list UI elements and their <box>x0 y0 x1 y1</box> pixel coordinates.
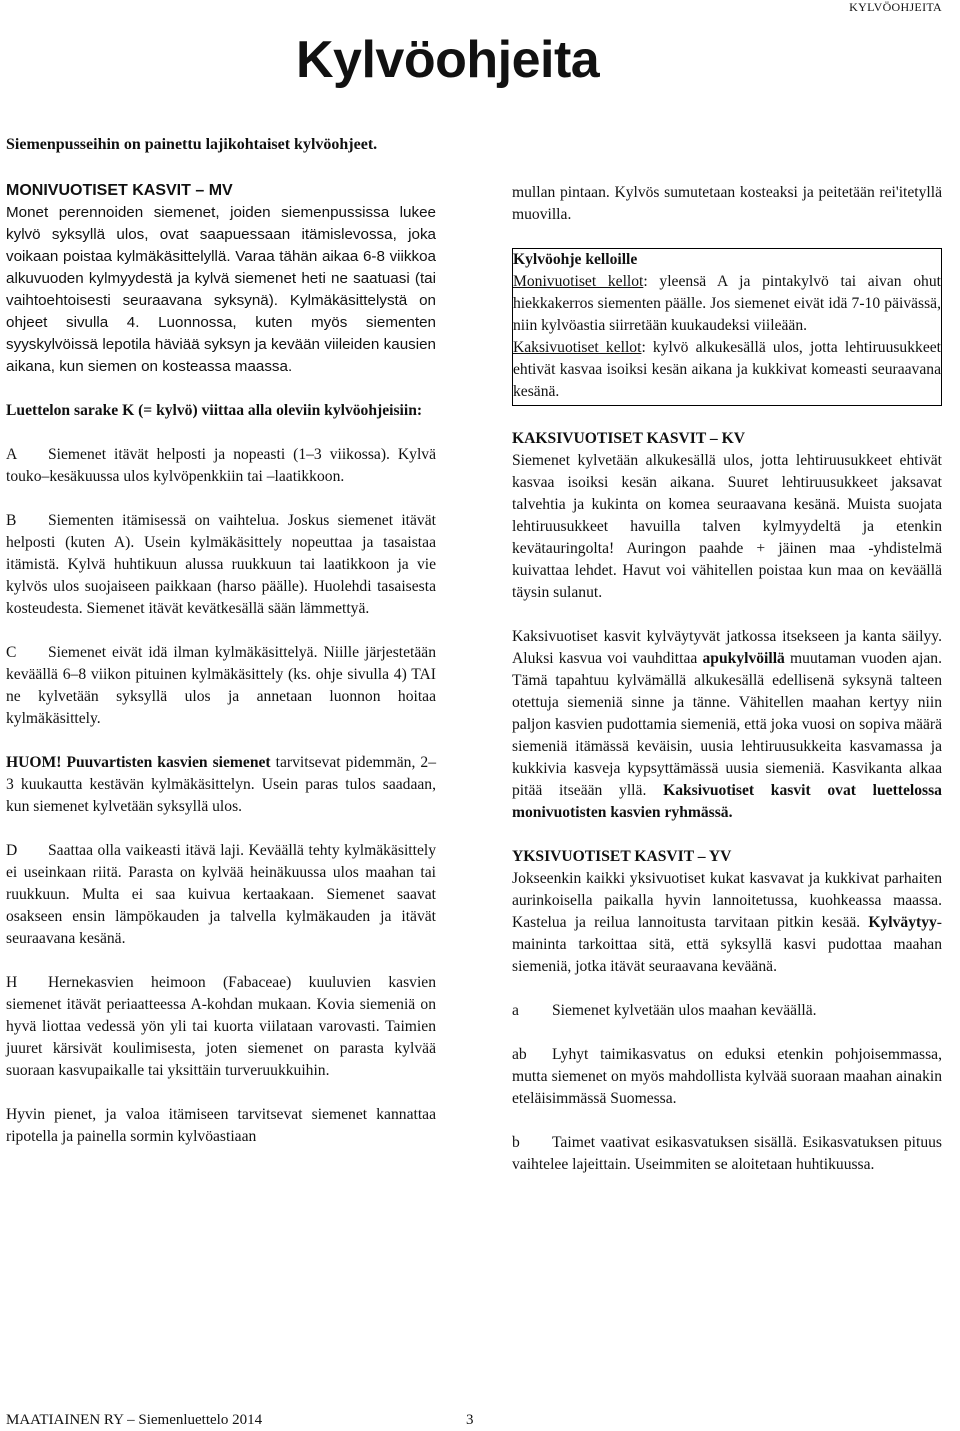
instruction-text: Lyhyt taimikasvatus on eduksi etenkin pohjoisemmassa, mutta siemenet on myös mahdollista kylvää suoraan maahan ainakin eteläisimmässä Suomessa. <box>512 1046 942 1107</box>
bell-instructions-box <box>512 248 942 406</box>
sowing-instruction-d <box>6 840 436 950</box>
kv-bold: apukylvöillä <box>702 650 785 667</box>
yv-instruction-ab <box>512 1044 942 1110</box>
mv-paragraph <box>6 202 436 378</box>
page-footer <box>6 1412 474 1429</box>
huom-note <box>6 752 436 818</box>
small-seeds-text: Hyvin pienet, ja valoa itämiseen tarvitsevat siemenet kannattaa ripotella ja painella sormin kylvöastiaan <box>6 1106 436 1145</box>
instruction-letter: ab <box>512 1046 527 1063</box>
yv-instruction-b <box>512 1132 942 1176</box>
kv-bold-2: Kaksivuotiset kasvit ovat luettelossa monivuotisten kasvien ryhmässä. <box>512 782 942 821</box>
instruction-text: Hernekasvien heimoon (Fabaceae) kuuluvien kasvien siemenet itävät periaatteessa A-kohdan mukaan. Kovia siemeniä on hyvä liottaa vedessä yön yli tai kuorta viilataan varovasti. Taimien juuret kärsivät koulimisesta, joten siemenet on parasta kylvää suoraan kasvupaikalle tai yksittäin turveruukkuihin. <box>6 974 436 1079</box>
instruction-text: Saattaa olla vaikeasti itävä laji. Keväällä tehty kylmäkäsittely ei useinkaan riitä. Parasta on kylvää heinäkuussa ulos maahan tai ruukkuun. Multa ei saa kuivua kertaakaan. Siemenet saavat osakseen ensin lämpökauden ja talvella kylmäkauden ja itävät seuraavana kesänä. <box>6 842 436 947</box>
kv-heading: KAKSIVUOTISET KASVIT – KV <box>512 430 745 447</box>
bell-heading: Kylvöohje kelloille <box>513 251 638 268</box>
bell-biennial <box>513 337 941 403</box>
bell-biennial-text: : kylvö alkukesällä ulos, jotta lehtiruusukkeet ehtivät kasvaa isoiksi kesän aikana ja kukkivat komeasti seuraavana kesänä. <box>513 339 941 400</box>
yv-heading: YKSIVUOTISET KASVIT – YV <box>512 848 732 865</box>
yv-paragraph <box>512 868 942 978</box>
page-title: Kylvöohjeita <box>296 31 600 89</box>
bell-perennial-label: Monivuotiset kellot <box>513 273 644 290</box>
left-column <box>6 180 436 1148</box>
sowing-instruction-b <box>6 510 436 620</box>
huom-label: HUOM! <box>6 754 62 771</box>
bell-perennial <box>513 271 941 337</box>
mv-heading: MONIVUOTISET KASVIT – MV <box>6 182 233 199</box>
instruction-letter: A <box>6 446 18 463</box>
kv-paragraph-2 <box>512 626 942 824</box>
right-column <box>512 182 942 1176</box>
instruction-letter: b <box>512 1134 520 1151</box>
instruction-text: Siemenet kylvetään ulos maahan keväällä. <box>552 1002 817 1019</box>
instruction-letter: H <box>6 974 18 991</box>
instruction-text: Taimet vaativat esikasvatuksen sisällä. Esikasvatuksen pituus vaihtelee lajeittain. Useimmiten se aloitetaan huhtikuussa. <box>512 1134 942 1173</box>
yv-text-b: -maininta tarkoittaa sitä, että syksyllä kasvi pudottaa maahan siemeniä, jotka itävät seuraavana keväänä. <box>512 914 942 975</box>
bell-biennial-label: Kaksivuotiset kellot <box>513 339 642 356</box>
huom-bold: Puuvartisten kasvien siemenet <box>66 754 271 771</box>
instruction-text: Siemenet eivät idä ilman kylmäkäsittelyä. Niille järjestetään keväällä 6–8 viikon pituinen kylmäkäsittely (ks. ohje sivulla 4) TAI ne kylvetään syksyllä ulos ja annetaan luonnon hoitaa kylmäkäsittely. <box>6 644 436 727</box>
instruction-letter: C <box>6 644 17 661</box>
page-number: 3 <box>466 1412 474 1428</box>
instruction-letter: B <box>6 512 17 529</box>
instruction-letter: D <box>6 842 18 859</box>
intro-line: Siemenpusseihin on painettu lajikohtaiset kylvöohjeet. <box>6 136 378 153</box>
k-column-heading: Luettelon sarake K (= kylvö) viittaa alla oleviin kylvöohjeisiin: <box>6 402 423 419</box>
bell-perennial-text: : yleensä A ja pintakylvö tai aivan ohut hiekkakerros siementen päälle. Jos siemenet eivät idä 7-10 päivässä, niin kylvöastia siirretään kuukaudeksi viileään. <box>513 273 941 334</box>
sowing-instruction-a <box>6 444 436 488</box>
yv-instruction-a <box>512 1000 942 1022</box>
instruction-text: Siemenet itävät helposti ja nopeasti (1–3 viikossa). Kylvä touko–kesäkuussa ulos kylvöpenkkiin tai –laatikkoon. <box>6 446 436 485</box>
mv-text: Monet perennoiden siemenet, joiden siemenpussissa lukee kylvö syksyllä ulos, ovat saapuessaan itämislevossa, joka voikaan poistaa kylmäkäsittelyllä. Varaa tähän aikaa 6-8 viikkoa alkuvuoden kylmyydestä ja kylvä siemenet heti ne saatuasi (tai vaihtoehtoisesti seuraavana syksynä). Kylmäkäsittelystä on ohjeet sivulla 4. <box>6 204 436 331</box>
continued-text: mullan pintaan. Kylvös sumutetaan kosteaksi ja peitetään rei'itetyllä muovilla. <box>512 184 942 223</box>
yv-bold: Kylväytyy <box>868 914 937 931</box>
kv-text-b: muutaman vuoden ajan. Tämä tapahtuu kylvämällä alkukesällä edellisenä syksynä talteen otettuja siemeniä sinne ja tänne. Vähitellen maahan kertyy niin paljon kasvien pudottamia siemeniä, että joka vuosi on sopiva määrä siemeniä itämässä keväisin, uusia lehtiruusukkeita kasvamassa ja kukkivia kasveja kypsyttämässä uusia siemeniä. Kasvikanta alkaa pitää itseään yllä. <box>512 650 942 799</box>
huom-text: tarvitsevat pidemmän, 2–3 kuukautta kestävän kylmäkäsittelyn. Usein paras tulos saadaan, kun siemenet kylvetään syksyllä ulos. <box>6 754 436 815</box>
footer-text: MAATIAINEN RY – Siemenluettelo 2014 <box>6 1412 263 1428</box>
mv-text-2: Luonnossa, kuten myös siementen syyskylvöissä lepotila häviää syksyn ja kevään viileiden kausien aikana, kun siemen on kosteassa maassa. <box>6 314 436 375</box>
sowing-instruction-c <box>6 642 436 730</box>
sowing-instruction-h <box>6 972 436 1082</box>
kv-text-a: Kaksivuotiset kasvit kylväytyvät jatkossa itsekseen ja kanta säilyy. Aluksi kasvua voi vauhdittaa <box>512 628 942 667</box>
yv-text-a: Jokseenkin kaikki yksivuotiset kukat kasvavat ja kukkivat parhaiten aurinkoisella paikalla hyvin lannoitetussa, kuohkeassa maassa. Kastelua ja reilua lannoitusta tarvitaan pitkin kesää. <box>512 870 942 931</box>
running-head: KYLVÖOHJEITA <box>849 0 942 14</box>
instruction-letter: a <box>512 1002 519 1019</box>
instruction-text: Siementen itämisessä on vaihtelua. Joskus siemenet itävät helposti (kuten A). Usein kylmäkäsittely nopeuttaa ja tasaistaa itämistä. Kylvä huhtikuun alussa ruukkuun tai laatikkoon ja vie kylvös ulos suojaiseen paikkaan (harso päälle). Huolehdi tasaisesta kosteudesta. Siemenet itävät kevätkesällä sään lämmettyä. <box>6 512 436 617</box>
kv-paragraph: Siemenet kylvetään alkukesällä ulos, jotta lehtiruusukkeet ehtivät kasvaa isoiksi kesän aikana. Suuret lehtiruusukkeet jaksavat talvehtia ja kukinta on komea seuraavana kesänä. Muista suojata lehtiruusukkeet havuilla talven kylmyydeltä ja etenkin kevätauringolta! Auringon paahde + jäinen maa -yhdistelmä kuivattaa lehdet. Havut voi vähitellen poistaa kun maa on keväällä täysin sulanut. <box>512 452 942 601</box>
